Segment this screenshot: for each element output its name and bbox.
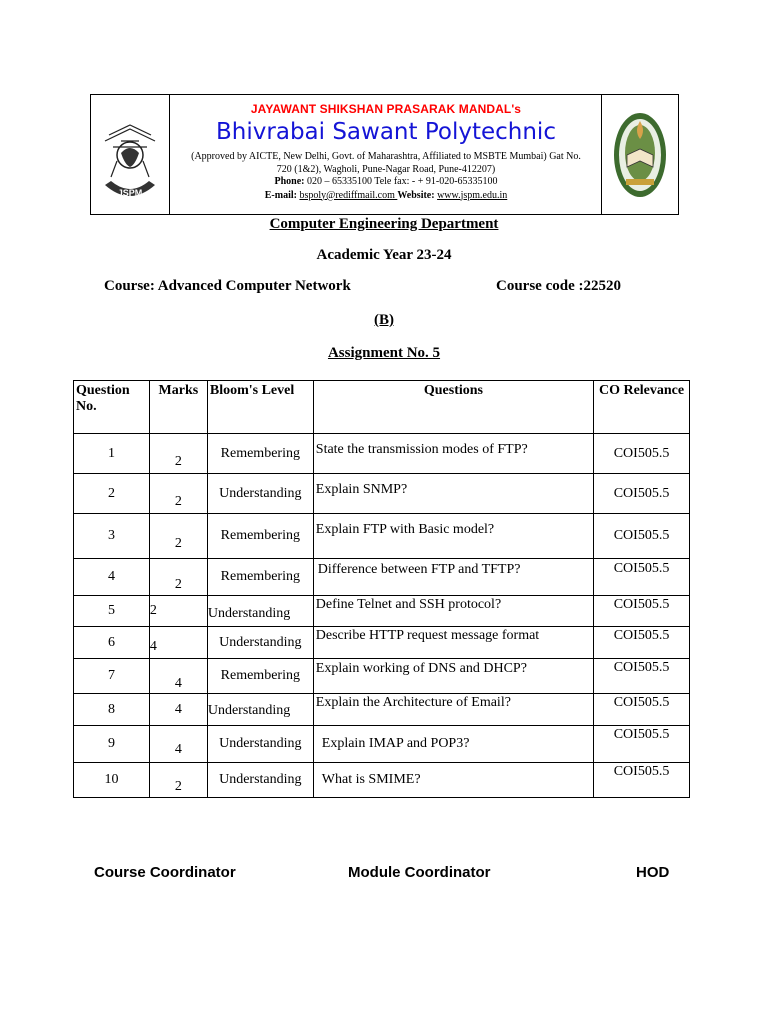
header-marks: Marks <box>149 381 207 434</box>
cell-question-no: 10 <box>74 763 150 798</box>
cell-co: COI505.5 <box>594 726 690 763</box>
cell-question: Describe HTTP request message format <box>313 627 593 659</box>
assignment-title: Assignment No. 5 <box>327 345 441 361</box>
cell-co: COI505.5 <box>594 596 690 627</box>
email-line <box>170 190 602 203</box>
department-title: Computer Engineering Department <box>269 216 499 232</box>
cell-marks: 2 <box>149 596 207 627</box>
cell-co: COI505.5 <box>594 627 690 659</box>
cell-level: Understanding <box>207 694 313 726</box>
cell-question: Explain FTP with Basic model? <box>313 514 593 559</box>
cell-question: Explain SNMP? <box>313 474 593 514</box>
cell-co: COI505.5 <box>594 763 690 798</box>
header-blooms-level: Bloom's Level <box>207 381 313 434</box>
phone-line <box>170 176 602 189</box>
cell-question: Explain the Architecture of Email? <box>313 694 593 726</box>
jspm-logo-cell <box>91 95 170 214</box>
cell-co: COI505.5 <box>594 559 690 596</box>
cell-co: COI505.5 <box>594 474 690 514</box>
cell-marks: 4 <box>149 694 207 726</box>
jspm-logo-icon <box>91 95 169 214</box>
phone-label: Phone: <box>274 176 305 187</box>
cell-co: COI505.5 <box>594 514 690 559</box>
table-row <box>74 694 690 726</box>
table-row <box>74 726 690 763</box>
cell-level: Understanding <box>207 627 313 659</box>
cell-level: Understanding <box>207 763 313 798</box>
jspm-logo-text: JSPM <box>117 188 143 198</box>
cell-marks: 2 <box>149 434 207 474</box>
cell-level: Understanding <box>207 474 313 514</box>
cell-question: State the transmission modes of FTP? <box>313 434 593 474</box>
hod-label: HOD <box>636 864 670 881</box>
table-row <box>74 596 690 627</box>
email-link[interactable]: bspoly@rediffmail.com <box>299 189 398 201</box>
course-name: Course: Advanced Computer Network <box>104 278 351 294</box>
cell-marks: 4 <box>149 659 207 694</box>
cell-level: Remembering <box>207 514 313 559</box>
table-row <box>74 627 690 659</box>
header-questions: Questions <box>313 381 593 434</box>
cell-question-no: 7 <box>74 659 150 694</box>
academic-year: Academic Year 23-24 <box>316 247 452 263</box>
cell-marks: 2 <box>149 559 207 596</box>
institute-name: Bhivrabai Sawant Polytechnic <box>216 119 556 145</box>
cell-question-no: 1 <box>74 434 150 474</box>
cell-level: Remembering <box>207 559 313 596</box>
course-coordinator-label: Course Coordinator <box>94 864 236 881</box>
email-label: E-mail: <box>264 189 297 201</box>
cell-question-no: 4 <box>74 559 150 596</box>
header-question-no: Question No. <box>74 381 150 434</box>
institute-emblem-icon <box>602 95 678 214</box>
letterhead-text <box>170 95 602 214</box>
section-label: (B) <box>374 312 394 328</box>
cell-question-no: 6 <box>74 627 150 659</box>
cell-question: What is SMIME? <box>313 763 593 798</box>
cell-question-no: 9 <box>74 726 150 763</box>
table-row <box>74 434 690 474</box>
approval-text: (Approved by AICTE, New Delhi, Govt. of Maharashtra, Affiliated to MSBTE Mumbai) Gat No. 720 (1&2), Wagholi, Pune-Nagar Road, Pune-412207) <box>191 151 581 175</box>
cell-question-no: 8 <box>74 694 150 726</box>
cell-level: Understanding <box>207 596 313 627</box>
cell-question: Define Telnet and SSH protocol? <box>313 596 593 627</box>
phone-number: 020 – 65335100 Tele fax: - + 91-020-65335100 <box>304 176 498 187</box>
cell-marks: 2 <box>149 474 207 514</box>
cell-question: Difference between FTP and TFTP? <box>313 559 593 596</box>
cell-co: COI505.5 <box>594 694 690 726</box>
cell-marks: 4 <box>149 627 207 659</box>
letterhead <box>90 94 679 215</box>
website-link[interactable]: www.jspm.edu.in <box>437 189 508 201</box>
cell-question-no: 5 <box>74 596 150 627</box>
cell-marks: 2 <box>149 763 207 798</box>
institute-emblem-cell <box>601 95 678 214</box>
cell-question-no: 3 <box>74 514 150 559</box>
table-row <box>74 559 690 596</box>
course-code: Course code :22520 <box>496 278 621 294</box>
table-row <box>74 514 690 559</box>
header-co-relevance: CO Relevance <box>594 381 690 434</box>
table-row <box>74 474 690 514</box>
questions-table <box>73 380 690 798</box>
cell-level: Remembering <box>207 659 313 694</box>
organization-name: JAYAWANT SHIKSHAN PRASARAK MANDAL's <box>250 102 522 116</box>
cell-question: Explain working of DNS and DHCP? <box>313 659 593 694</box>
cell-marks: 2 <box>149 514 207 559</box>
cell-question: Explain IMAP and POP3? <box>313 726 593 763</box>
module-coordinator-label: Module Coordinator <box>348 864 491 881</box>
table-row <box>74 659 690 694</box>
cell-level: Remembering <box>207 434 313 474</box>
table-row <box>74 763 690 798</box>
cell-question-no: 2 <box>74 474 150 514</box>
table-header-row <box>74 381 690 434</box>
cell-marks: 4 <box>149 726 207 763</box>
website-label: Website: <box>397 189 435 201</box>
cell-co: COI505.5 <box>594 434 690 474</box>
cell-co: COI505.5 <box>594 659 690 694</box>
cell-level: Understanding <box>207 726 313 763</box>
